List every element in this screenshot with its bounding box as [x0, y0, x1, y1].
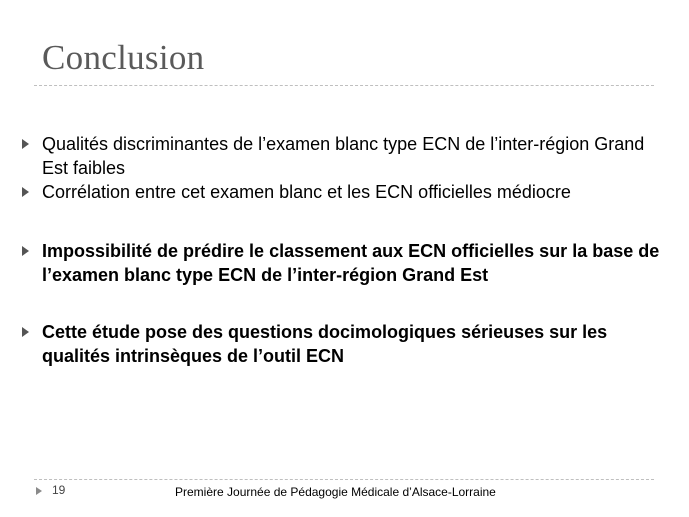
bullet-item — [22, 132, 667, 180]
bullet-text: Qualités discriminantes de l’examen blanc type ECN de l’inter-région Grand Est faibles — [42, 134, 645, 178]
bullet-item — [22, 239, 667, 287]
footer-text: Première Journée de Pédagogie Médicale d’Alsace-Lorraine — [175, 485, 496, 499]
bullet-list — [22, 132, 667, 368]
bullet-text: Corrélation entre cet examen blanc et les ECN officielles médiocre — [42, 182, 571, 202]
title-divider — [34, 85, 654, 86]
slide-title: Conclusion — [42, 38, 205, 77]
triangle-right-icon — [22, 246, 29, 256]
triangle-right-icon — [22, 187, 29, 197]
bullet-text: Cette étude pose des questions docimologiques sérieuses sur les qualités intrinsèques de l’outil ECN — [42, 322, 608, 366]
footer-divider — [34, 479, 654, 480]
spacer — [22, 204, 667, 239]
spacer — [22, 287, 667, 320]
page-number: 19 — [52, 483, 66, 497]
bullet-item — [22, 320, 667, 368]
bullet-item — [22, 180, 667, 204]
triangle-right-icon — [22, 327, 29, 337]
triangle-right-icon — [36, 487, 42, 495]
bullet-text: Impossibilité de prédire le classement aux ECN officielles sur la base de l’examen blanc type ECN de l’inter-région Grand Est — [42, 241, 660, 285]
triangle-right-icon — [22, 139, 29, 149]
